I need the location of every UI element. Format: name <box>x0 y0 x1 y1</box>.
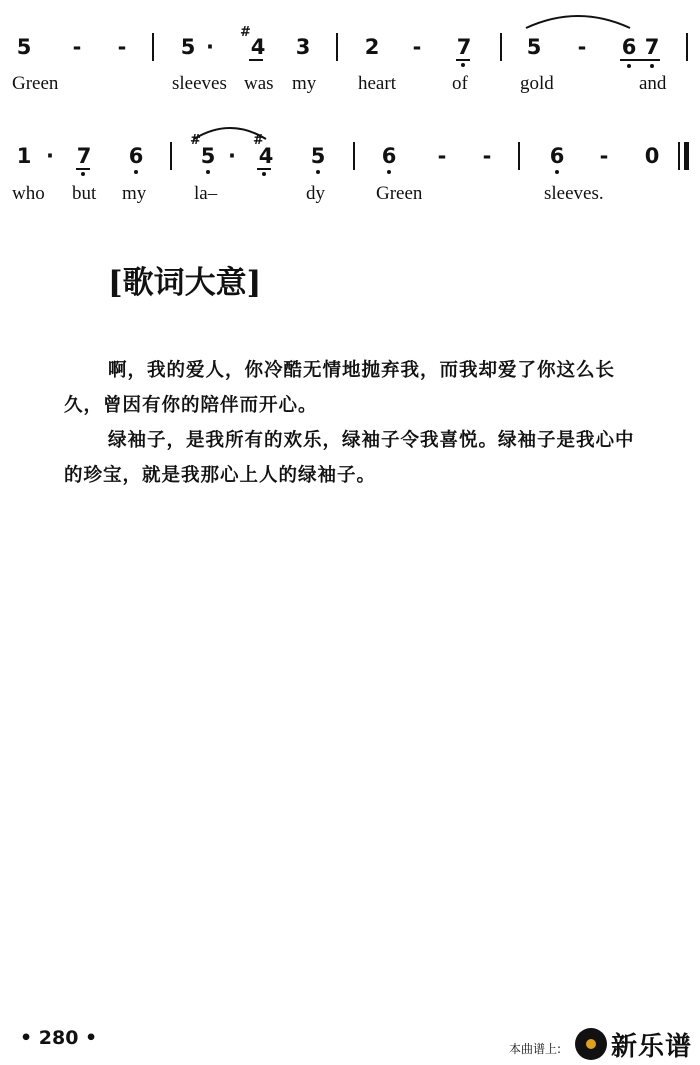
paragraph-text: 绿袖子，是我所有的欢乐，绿袖子令我喜悦。绿袖子是我心中的珍宝，就是我那心上人的绿袖子。 <box>64 430 635 486</box>
lyric: sleeves <box>172 73 227 94</box>
slur <box>522 8 634 32</box>
note: 4 <box>258 144 274 168</box>
lyric: dy <box>306 183 325 204</box>
note: 5 <box>310 144 326 168</box>
note: 5 <box>526 35 542 59</box>
note: 0 <box>644 144 660 168</box>
octave-dot <box>461 63 465 67</box>
note: - <box>72 35 82 59</box>
record-logo-icon <box>575 1028 607 1060</box>
lyric: who <box>12 183 45 204</box>
note: 7 <box>456 35 472 59</box>
bar-line <box>170 142 172 170</box>
lyric: sleeves. <box>544 183 604 204</box>
paragraph <box>64 423 644 493</box>
note: 5 <box>16 35 32 59</box>
bar-line <box>336 33 338 61</box>
underline <box>620 59 660 61</box>
lyric: and <box>639 73 667 94</box>
note: - <box>437 144 447 168</box>
note: 6 <box>128 144 144 168</box>
note: - <box>117 35 127 59</box>
underline <box>76 168 90 170</box>
sharp-symbol: # <box>253 133 264 148</box>
lyric: Green <box>376 183 423 204</box>
bar-line <box>353 142 355 170</box>
note: · <box>206 35 214 59</box>
lyric: gold <box>520 73 554 94</box>
octave-dot <box>316 170 320 174</box>
note: 7 <box>644 35 660 59</box>
sharp-symbol: # <box>190 133 201 148</box>
bar-line <box>152 33 154 61</box>
note: 1 <box>16 144 32 168</box>
section-title: [歌词大意] <box>108 265 262 301</box>
note: 6 <box>381 144 397 168</box>
underline <box>257 168 271 170</box>
page-number: • 280 • <box>20 1027 98 1049</box>
final-bar-thin <box>678 142 680 170</box>
watermark-brand: 新乐谱 <box>611 1032 693 1062</box>
lyric: Green <box>12 73 59 94</box>
underline <box>456 59 470 61</box>
note: 5 <box>200 144 216 168</box>
underline <box>249 59 263 61</box>
lyric: of <box>452 73 468 94</box>
octave-dot <box>81 172 85 176</box>
note: 5 <box>180 35 196 59</box>
note: 3 <box>295 35 311 59</box>
paragraph-text: 啊，我的爱人，你冷酷无情地抛弃我，而我却爱了你这么长久，曾因有你的陪伴而开心。 <box>64 360 616 416</box>
lyric: my <box>122 183 147 204</box>
bar-line <box>518 142 520 170</box>
note: - <box>599 144 609 168</box>
octave-dot <box>627 64 631 68</box>
octave-dot <box>555 170 559 174</box>
note: 2 <box>364 35 380 59</box>
watermark-text: 本曲谱上: <box>509 1042 562 1056</box>
note: · <box>46 144 54 168</box>
note: - <box>577 35 587 59</box>
note: · <box>228 144 236 168</box>
sharp-symbol: # <box>240 25 251 40</box>
paragraph <box>64 353 644 423</box>
octave-dot <box>262 172 266 176</box>
bar-line <box>686 33 688 61</box>
note: 6 <box>549 144 565 168</box>
note: - <box>412 35 422 59</box>
octave-dot <box>206 170 210 174</box>
lyric: heart <box>358 73 396 94</box>
final-bar-thick <box>684 142 689 170</box>
note: - <box>482 144 492 168</box>
note: 6 <box>621 35 637 59</box>
lyric: but <box>72 183 97 204</box>
octave-dot <box>134 170 138 174</box>
note: 7 <box>76 144 92 168</box>
octave-dot <box>387 170 391 174</box>
lyric: la– <box>194 183 218 204</box>
lyric: my <box>292 73 317 94</box>
lyric: was <box>244 73 274 94</box>
octave-dot <box>650 64 654 68</box>
bar-line <box>500 33 502 61</box>
note: 4 <box>250 35 266 59</box>
